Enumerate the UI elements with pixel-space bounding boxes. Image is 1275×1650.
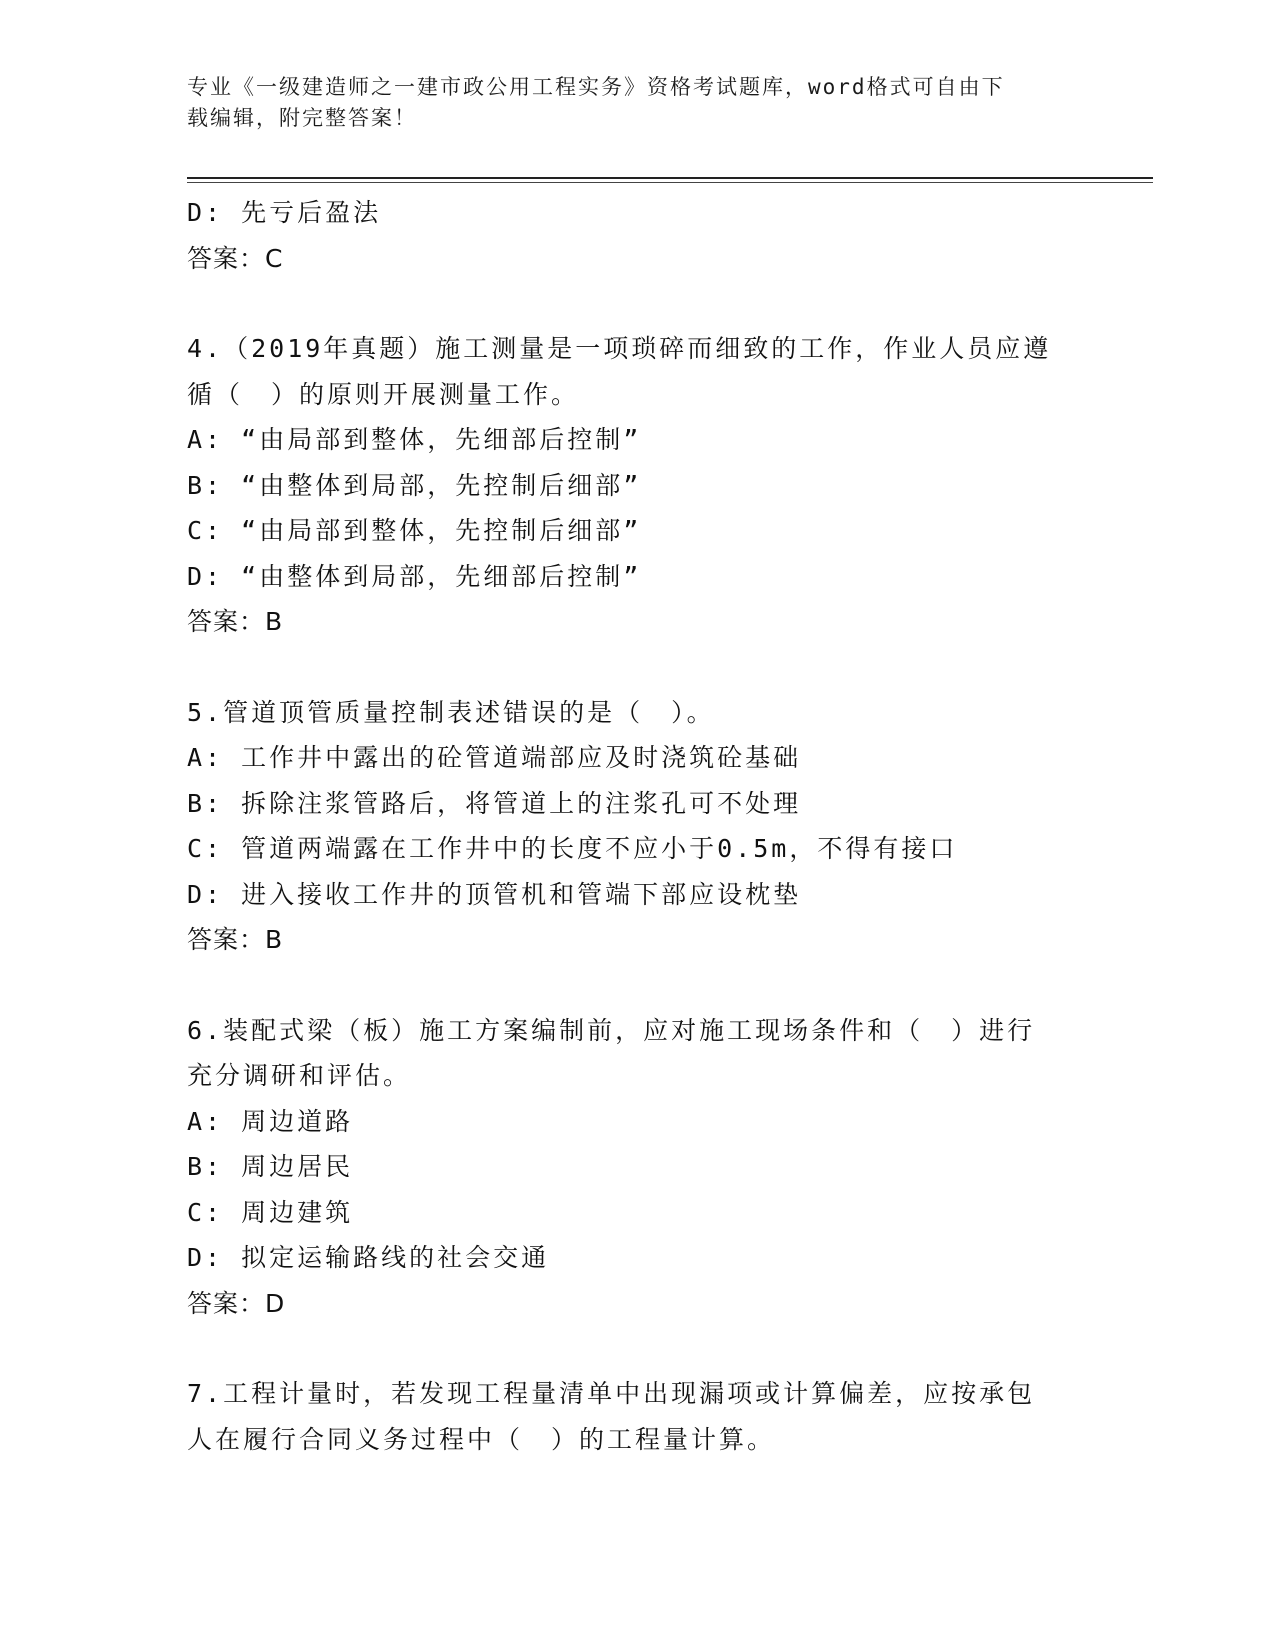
option-b: B: “由整体到局部，先控制后细部” (187, 470, 642, 500)
option-d: D: 拟定运输路线的社会交通 (187, 1243, 550, 1272)
option-d: D: 进入接收工作井的顶管机和管端下部应设枕垫 (187, 879, 802, 909)
question-stem: 5.管道顶管质量控制表述错误的是（ ）。 (187, 697, 715, 727)
question-stem-cont: 循（ ）的原则开展测量工作。 (187, 379, 580, 409)
header-divider-thick (187, 177, 1153, 179)
question-content (187, 190, 1087, 1462)
question-stem: 7.工程计量时，若发现工程量清单中出现漏项或计算偏差，应按承包 (187, 1379, 1036, 1408)
option-d: D: 先亏后盈法 (187, 198, 382, 227)
document-header (187, 72, 1067, 134)
option-b: B: 拆除注浆管路后，将管道上的注浆孔可不处理 (187, 788, 802, 818)
question-3-tail (187, 190, 1087, 281)
option-c: C: 管道两端露在工作井中的长度不应小于0.5m，不得有接口 (187, 834, 958, 863)
option-a: A: 工作井中露出的砼管道端部应及时浇筑砼基础 (187, 743, 802, 772)
question-stem-cont: 人在履行合同义务过程中（ ）的工程量计算。 (187, 1424, 776, 1454)
header-line-2: 载编辑，附完整答案！ (187, 106, 417, 130)
question-stem-cont: 充分调研和评估。 (187, 1061, 412, 1090)
question-stem: 4.（2019年真题）施工测量是一项琐碎而细致的工作，作业人员应遵 (187, 334, 1052, 363)
question-7 (187, 1371, 1087, 1462)
answer: 答案：C (187, 243, 284, 273)
option-a: A: “由局部到整体，先细部后控制” (187, 425, 642, 454)
option-b: B: 周边居民 (187, 1152, 354, 1181)
question-stem: 6.装配式梁（板）施工方案编制前，应对施工现场条件和（ ）进行 (187, 1015, 1036, 1045)
answer: 答案：B (187, 925, 284, 954)
question-4 (187, 326, 1087, 645)
question-5 (187, 690, 1087, 963)
answer: 答案：D (187, 1288, 286, 1318)
header-line-1: 专业《一级建造师之一建市政公用工程实务》资格考试题库，word格式可自由下 (187, 75, 1005, 99)
option-a: A: 周边道路 (187, 1106, 354, 1136)
option-d: D: “由整体到局部，先细部后控制” (187, 561, 642, 591)
option-c: C: 周边建筑 (187, 1197, 354, 1227)
option-c: C: “由局部到整体，先控制后细部” (187, 516, 642, 545)
header-divider-thin (187, 182, 1153, 183)
answer: 答案：B (187, 607, 284, 636)
question-6 (187, 1008, 1087, 1327)
